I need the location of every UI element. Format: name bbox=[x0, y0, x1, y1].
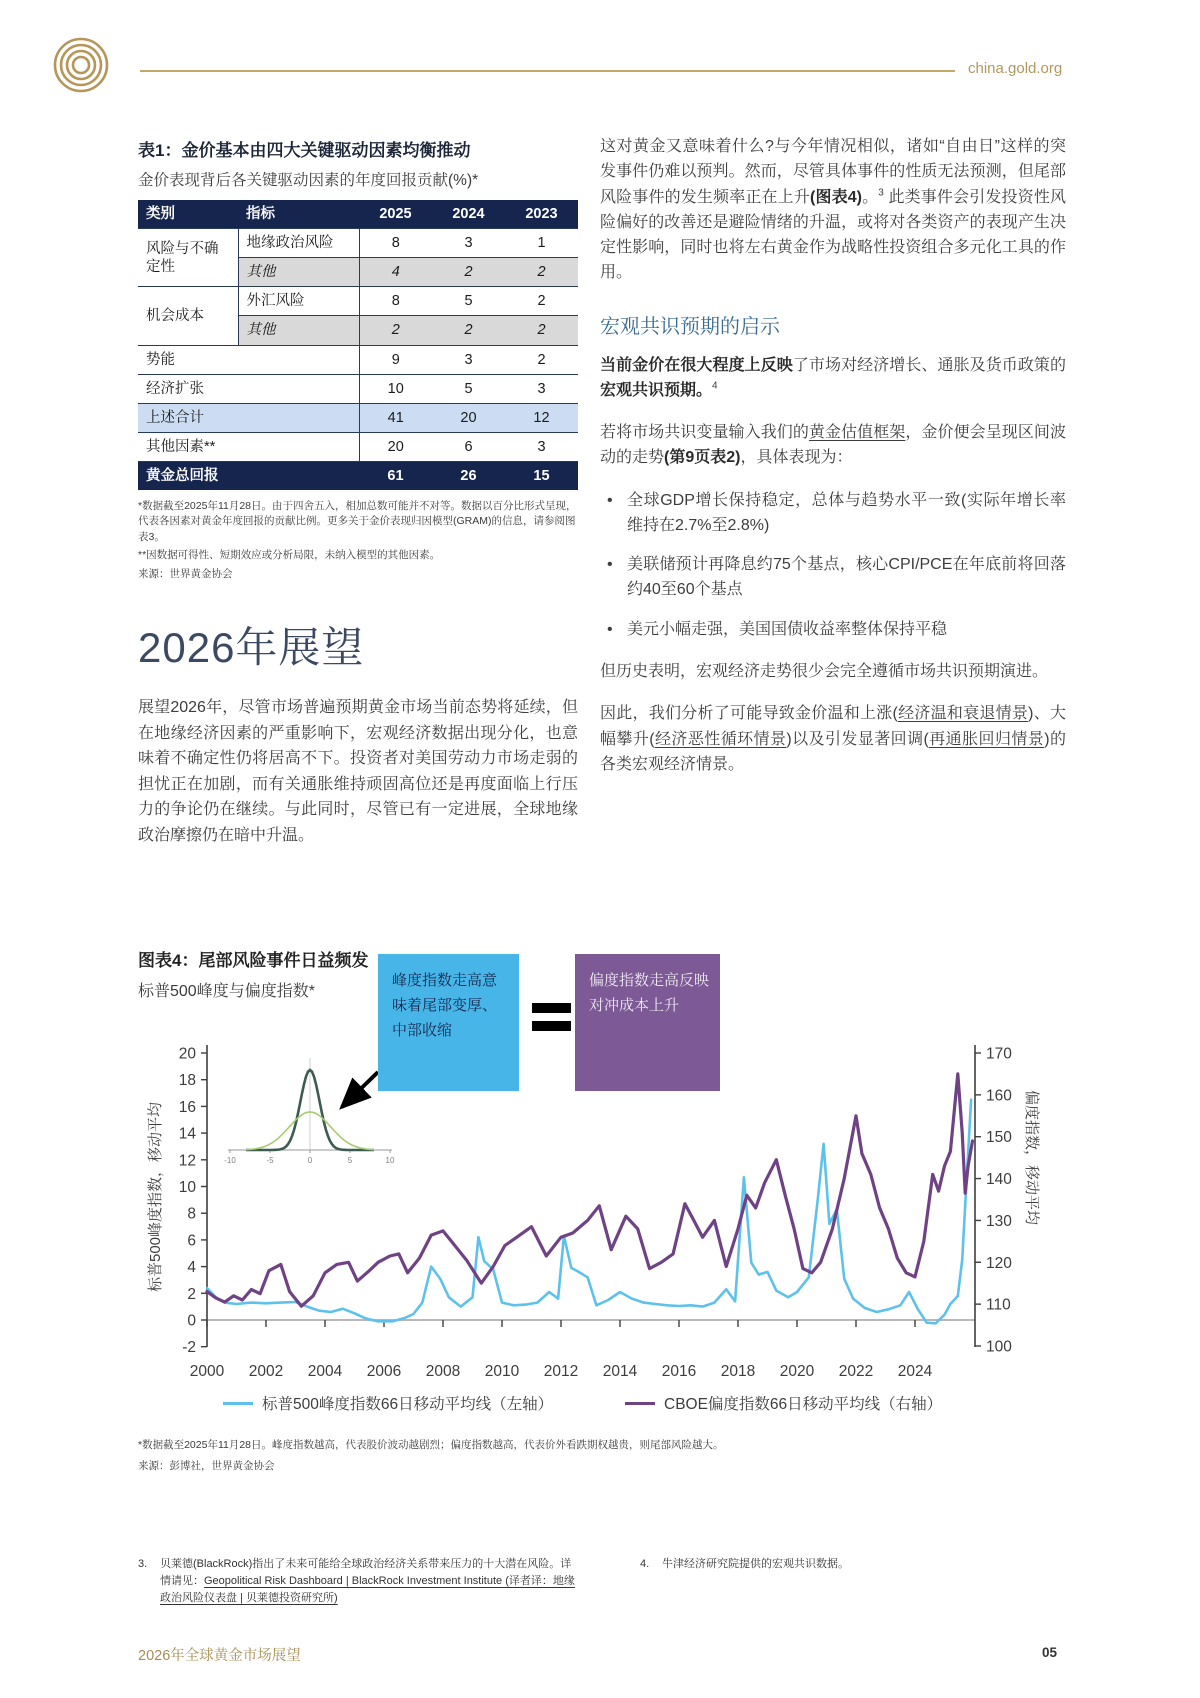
cell-value: 3 bbox=[505, 432, 578, 461]
table-row bbox=[138, 229, 578, 258]
endnote-number: 4. bbox=[640, 1558, 650, 1570]
left-tick-label: -2 bbox=[182, 1339, 196, 1357]
col-header-2025: 2025 bbox=[359, 200, 432, 229]
cell-value: 3 bbox=[505, 374, 578, 403]
right-tick-label: 130 bbox=[986, 1212, 1012, 1230]
x-tick-label: 2010 bbox=[484, 1363, 520, 1380]
legend-item-kurtosis bbox=[223, 1392, 553, 1414]
paragraph: 若将市场共识变量输入我们的黄金估值框架，金价便会呈现区间波动的走势(第9页表2)，具体表现为： bbox=[600, 424, 1066, 467]
x-tick-label: 2004 bbox=[307, 1363, 343, 1380]
table1-footnote-1: *数据截至2025年11月28日。由于四舍五入，相加总数可能并不对等。数据以百分比形式呈现，代表各因素对黄金年度回报的贡献比例。更多关于金价表现归因模型(GRAM)的信息，请参阅图表3。 bbox=[138, 500, 577, 543]
cell-value: 9 bbox=[359, 345, 432, 374]
inset-tick-label: 5 bbox=[347, 1156, 353, 1165]
inline-link[interactable]: Geopolitical Risk Dashboard | BlackRock Investment Institute (译者译：地缘政治风险仪表盘 | 贝莱德投资研究所) bbox=[160, 1575, 575, 1605]
figure4 bbox=[138, 940, 1070, 1508]
cell-value: 20 bbox=[432, 403, 505, 432]
inset-tick-label: -10 bbox=[224, 1156, 236, 1165]
cell-value: 26 bbox=[432, 462, 505, 491]
endnote-text: 牛津经济研究院提供的宏观共识数据。 bbox=[662, 1558, 849, 1570]
x-tick-label: 2012 bbox=[543, 1363, 579, 1380]
table1-title: 表1：金价基本由四大关键驱动因素均衡推动 bbox=[138, 141, 471, 160]
cell-value: 8 bbox=[359, 287, 432, 316]
endnote-number: 3. bbox=[138, 1558, 148, 1570]
left-tick-label: 0 bbox=[187, 1312, 196, 1330]
cell-category: 机会成本 bbox=[138, 287, 238, 345]
inset-tick-label: 10 bbox=[385, 1156, 395, 1165]
chart-legend bbox=[138, 1392, 1070, 1416]
inset-tick-label: 0 bbox=[307, 1156, 313, 1165]
cell-value: 2 bbox=[432, 316, 505, 345]
table-row-subtotal bbox=[138, 403, 578, 432]
cell-label: 其他因素** bbox=[138, 432, 359, 461]
cell-value: 41 bbox=[359, 403, 432, 432]
cell-value: 12 bbox=[505, 403, 578, 432]
footer-page-number: 05 bbox=[1042, 1645, 1058, 1660]
cell-value: 2 bbox=[505, 345, 578, 374]
kurtosis-line bbox=[207, 1100, 971, 1324]
figure4-title: 图表4：尾部风险事件日益频发 bbox=[138, 951, 369, 970]
cell-value: 5 bbox=[432, 374, 505, 403]
left-axis-title: 标普500峰度指数，移动平均 bbox=[147, 1101, 164, 1292]
table-row-total bbox=[138, 462, 578, 491]
bullet-item: • 美联储预计再降息约75个基点，核心CPI/PCE在年底前将回落约40至60个基点 bbox=[600, 552, 1066, 603]
x-tick-label: 2014 bbox=[602, 1363, 638, 1380]
cell-indicator: 地缘政治风险 bbox=[238, 229, 359, 258]
paragraph: 因此，我们分析了可能导致金价温和上涨(经济温和衰退情景)、大幅攀升(经济恶性循环情景)以及引发显著回调(再通胀回归情景)的各类宏观经济情景。 bbox=[600, 705, 1066, 773]
cell-label: 经济扩张 bbox=[138, 374, 359, 403]
col-header-indicator: 指标 bbox=[238, 200, 359, 229]
inline-link[interactable]: 再通胀回归情景 bbox=[928, 730, 1045, 748]
outlook-paragraph: 展望2026年，尽管市场普遍预期黄金市场当前态势将延续，但在地缘经济因素的严重影响下，宏观经济数据出现分化，也意味着不确定性仍将居高不下。投资者对美国劳动力市场走弱的担忧正在加剧，而有关通胀维持顽固高位还是再度面临上行压力的争论仍在继续。与此同时，尽管已有一定进展，全球地缘政治摩擦仍在暗中升温。 bbox=[138, 699, 578, 845]
table-header-row bbox=[138, 200, 578, 229]
outlook-heading: 2026年展望 bbox=[138, 624, 365, 672]
footer-report-title: 2026年全球黄金市场展望 bbox=[138, 1648, 301, 1664]
table1-footnote-2: **因数据可得性、短期效应或分析局限，未纳入模型的其他因素。 bbox=[138, 548, 441, 561]
table-row bbox=[138, 287, 578, 316]
cell-label: 上述合计 bbox=[138, 403, 359, 432]
endnote-4 bbox=[640, 1556, 1070, 1573]
bullet-item: • 全球GDP增长保持稳定，总体与趋势水平一致(实际年增长率维持在2.7%至2.8%) bbox=[600, 488, 1066, 539]
x-tick-label: 2024 bbox=[897, 1363, 933, 1380]
section-heading: 宏观共识预期的启示 bbox=[600, 315, 780, 338]
cell-value: 2 bbox=[505, 316, 578, 345]
inset-tick-label: -5 bbox=[266, 1156, 274, 1165]
cell-indicator: 其他 bbox=[238, 316, 359, 345]
cell-label: 黄金总回报 bbox=[138, 462, 359, 491]
figure4-source: 来源：彭博社，世界黄金协会 bbox=[138, 1460, 275, 1472]
legend-label: 标普500峰度指数66日移动平均线（左轴） bbox=[262, 1396, 554, 1413]
figure4-footnote: *数据截至2025年11月28日。峰度指数越高，代表股价波动越剧烈；偏度指数越高，代表价外看跌期权越贵，则尾部风险越大。 bbox=[138, 1439, 724, 1451]
endnote-text: 贝莱德(BlackRock)指出了未来可能给全球政治经济关系带来压力的十大潜在风险。详情请见：Geopolitical Risk Dashboard | BlackRock Investment Institute (译者译：地缘政治风险仪表盘 | 贝莱德投资研究所) bbox=[160, 1558, 575, 1605]
inline-link[interactable]: 经济恶性循环情景 bbox=[654, 730, 787, 748]
cell-value: 2 bbox=[359, 316, 432, 345]
cell-value: 2 bbox=[505, 287, 578, 316]
left-tick-label: 12 bbox=[178, 1152, 196, 1170]
table-row bbox=[138, 432, 578, 461]
left-tick-label: 18 bbox=[178, 1072, 196, 1090]
chart-dynamic bbox=[146, 1045, 1041, 1380]
right-tick-label: 160 bbox=[986, 1087, 1012, 1105]
col-header-category: 类别 bbox=[138, 200, 238, 229]
table1 bbox=[138, 200, 578, 490]
right-tick-label: 100 bbox=[986, 1338, 1012, 1356]
cell-value: 8 bbox=[359, 229, 432, 258]
col-header-2024: 2024 bbox=[432, 200, 505, 229]
x-tick-label: 2006 bbox=[366, 1363, 402, 1380]
paragraph: 但历史表明，宏观经济走势很少会完全遵循市场共识预期演进。 bbox=[600, 662, 1049, 680]
right-column bbox=[600, 134, 1066, 794]
left-tick-label: 6 bbox=[187, 1232, 196, 1250]
cell-value: 5 bbox=[432, 287, 505, 316]
cell-value: 3 bbox=[432, 229, 505, 258]
bullet-list bbox=[600, 488, 1066, 642]
left-tick-label: 10 bbox=[178, 1179, 196, 1196]
x-tick-label: 2020 bbox=[779, 1363, 815, 1380]
cell-value: 1 bbox=[505, 229, 578, 258]
x-tick-label: 2002 bbox=[248, 1363, 284, 1380]
inline-link[interactable]: 经济温和衰退情景 bbox=[897, 705, 1029, 723]
annotation-arrow-icon bbox=[342, 1072, 378, 1107]
cell-value: 10 bbox=[359, 374, 432, 403]
cell-value: 20 bbox=[359, 432, 432, 461]
endnote-3 bbox=[138, 1556, 576, 1607]
cell-value: 6 bbox=[432, 432, 505, 461]
cell-value: 4 bbox=[359, 258, 432, 287]
right-tick-label: 120 bbox=[986, 1254, 1012, 1272]
cell-value: 2 bbox=[432, 258, 505, 287]
left-tick-label: 2 bbox=[187, 1285, 196, 1303]
left-tick-label: 20 bbox=[178, 1045, 196, 1063]
left-tick-label: 16 bbox=[178, 1098, 196, 1116]
x-tick-label: 2016 bbox=[661, 1363, 697, 1380]
header-site-url[interactable]: china.gold.org bbox=[968, 60, 1063, 77]
paragraph: 这对黄金又意味着什么?与今年情况相似，诸如“自由日”这样的突发事件仍难以预判。然而，尽管具体事件的性质无法预测，但尾部风险事件的发生频率正在上升(图表4)。$^3$ 此类事件会引发投资性风险偏好的改善还是避险情绪的升温，或将对各类资产的表现产生决定性影响，同时也将左右黄金作为战略性投资组合多元化工具的作用。 bbox=[600, 138, 1066, 282]
table-row bbox=[138, 345, 578, 374]
cell-value: 15 bbox=[505, 462, 578, 491]
right-axis-title: 偏度指数，移动平均 bbox=[1023, 1090, 1040, 1226]
kurtosis-line-swatch-icon bbox=[223, 1402, 253, 1405]
legend-label: CBOE偏度指数66日移动平均线（右轴） bbox=[664, 1396, 943, 1413]
x-tick-label: 2000 bbox=[189, 1363, 225, 1380]
right-tick-label: 150 bbox=[986, 1129, 1012, 1147]
left-column bbox=[138, 140, 578, 849]
cell-value: 61 bbox=[359, 462, 432, 491]
left-tick-label: 8 bbox=[187, 1205, 196, 1223]
equals-icon bbox=[532, 1003, 571, 1039]
paragraph: 当前金价在很大程度上反映了市场对经济增长、通胀及货币政策的宏观共识预期。$^4$ bbox=[600, 356, 1066, 399]
inline-link[interactable]: 黄金估值框架 bbox=[808, 424, 906, 442]
bullet-item: • 美元小幅走强，美国国债收益率整体保持平稳 bbox=[600, 617, 1066, 642]
legend-item-skew bbox=[625, 1392, 942, 1414]
right-tick-label: 140 bbox=[986, 1171, 1012, 1189]
header-rule bbox=[140, 70, 955, 72]
left-tick-label: 14 bbox=[178, 1125, 196, 1143]
x-tick-label: 2008 bbox=[425, 1363, 461, 1380]
table-row bbox=[138, 374, 578, 403]
cell-value: 3 bbox=[432, 345, 505, 374]
cell-indicator: 外汇风险 bbox=[238, 287, 359, 316]
cell-label: 势能 bbox=[138, 345, 359, 374]
figure4-subtitle: 标普500峰度与偏度指数* bbox=[138, 983, 315, 1000]
col-header-2023: 2023 bbox=[505, 200, 578, 229]
right-tick-label: 170 bbox=[986, 1045, 1012, 1063]
x-tick-label: 2018 bbox=[720, 1363, 756, 1380]
right-tick-label: 110 bbox=[986, 1296, 1011, 1314]
x-tick-label: 2022 bbox=[838, 1363, 874, 1380]
world-gold-council-logo-icon bbox=[52, 36, 110, 99]
cell-indicator: 其他 bbox=[238, 258, 359, 287]
table1-subtitle: 金价表现背后各关键驱动因素的年度回报贡献(%)* bbox=[138, 171, 479, 189]
kurtosis-annotation-box: 峰度指数走高意味着尾部变厚、中部收缩 bbox=[378, 954, 519, 1091]
cell-category: 风险与不确定性 bbox=[138, 229, 238, 287]
left-tick-label: 4 bbox=[187, 1259, 196, 1277]
cell-value: 2 bbox=[505, 258, 578, 287]
table1-source: 来源：世界黄金协会 bbox=[138, 568, 233, 581]
skew-line-swatch-icon bbox=[625, 1402, 655, 1405]
skew-annotation-box: 偏度指数走高反映对冲成本上升 bbox=[575, 954, 720, 1091]
